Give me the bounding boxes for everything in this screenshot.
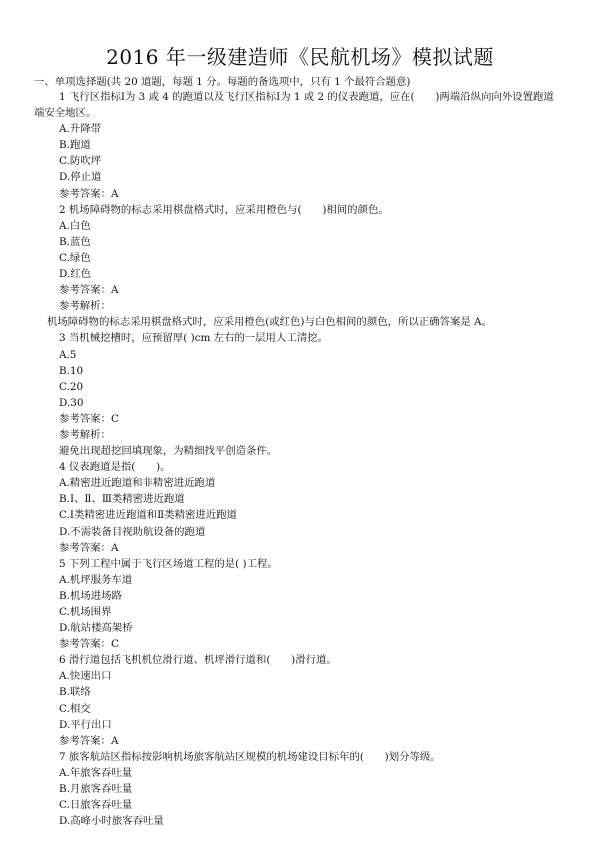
reference-answer: 参考答案：C xyxy=(59,638,119,651)
reference-answer: 参考答案：A xyxy=(59,187,119,200)
option-a: A.升降带 xyxy=(59,123,101,136)
question-2 xyxy=(34,202,566,331)
option-b: B.联络 xyxy=(59,686,91,699)
option-c: C.机场围界 xyxy=(59,606,112,618)
option-c: C.防吹坪 xyxy=(59,155,102,168)
option-d: D.不需装备目视助航设备的跑道 xyxy=(59,525,206,538)
question-stem: 6 滑行道包括飞机机位滑行道、机坪滑行道和( )滑行道。 xyxy=(59,654,337,667)
question-stem: 2 机场障碍物的标志采用棋盘格式时，应采用橙色与( )相间的颜色。 xyxy=(59,203,389,216)
option-b: B.蓝色 xyxy=(59,235,91,248)
option-b: B.Ⅰ、Ⅱ、Ⅲ类精密进近跑道 xyxy=(59,493,185,506)
question-1 xyxy=(34,89,566,202)
reference-answer: 参考答案：C xyxy=(59,412,119,425)
question-7 xyxy=(34,749,566,829)
analysis-text: 机场障碍物的标志采用棋盘格式时，应采用橙色(或红色)与白色相间的颜色，所以正确答案是 A。 xyxy=(47,316,492,329)
question-stem: 4 仪表跑道是指( )。 xyxy=(59,461,171,474)
section-header: 一、单项选择题(共 20 道题，每题 1 分。每题的备选项中，只有 1 个最符合题意) xyxy=(34,76,411,88)
option-d: D.平行出口 xyxy=(59,718,112,731)
option-d: D.30 xyxy=(59,396,84,409)
option-b: B.10 xyxy=(59,364,84,377)
option-a: A.白色 xyxy=(59,219,91,232)
option-d: D.航站楼高架桥 xyxy=(59,622,133,635)
question-stem: 3 当机械挖槽时，应预留厚( )cm 左右的一层用人工清挖。 xyxy=(59,332,328,345)
question-4 xyxy=(34,459,566,556)
page-title: 2016 年一级建造师《民航机场》模拟试题 xyxy=(106,45,494,69)
question-stem: 7 旅客航站区指标按影响机场旅客航站区规模的机场建设目标年的( )划分等级。 xyxy=(59,750,441,763)
analysis-text: 避免出现超挖回填现象，为精细找平创造条件。 xyxy=(59,445,278,458)
option-c: C.日旅客吞吐量 xyxy=(59,799,133,812)
option-b: B.跑道 xyxy=(59,139,91,152)
question-3 xyxy=(34,330,566,459)
question-6 xyxy=(34,652,566,749)
option-d: D.高峰小时旅客吞吐量 xyxy=(59,815,164,828)
analysis-label: 参考解析： xyxy=(59,428,111,441)
option-a: A.5 xyxy=(59,348,77,361)
question-5 xyxy=(34,556,566,653)
question-stem-continued: 端安全地区。 xyxy=(34,107,97,120)
option-c: C.20 xyxy=(59,380,84,393)
option-a: A.机坪服务车道 xyxy=(59,573,133,586)
reference-answer: 参考答案：A xyxy=(59,734,119,747)
option-a: A.精密进近跑道和非精密进近跑道 xyxy=(59,477,216,490)
option-a: A.年旅客吞吐量 xyxy=(59,766,133,779)
option-c: C.绿色 xyxy=(59,251,91,264)
option-b: B.月旅客吞吐量 xyxy=(59,783,133,796)
reference-answer: 参考答案：A xyxy=(59,284,119,297)
question-stem: 5 下列工程中属于飞行区场道工程的是( )工程。 xyxy=(59,557,278,570)
reference-answer: 参考答案：A xyxy=(59,541,119,554)
option-c: C.相交 xyxy=(59,702,91,715)
question-stem: 1 飞行区指标Ⅰ为 3 或 4 的跑道以及飞行区指标Ⅰ为 1 或 2 的仪表跑道，应在( )两端沿纵向向外设置跑道 xyxy=(59,91,554,103)
option-d: D.红色 xyxy=(59,268,92,281)
option-c: C.Ⅰ类精密进近跑道和Ⅱ类精密进近跑道 xyxy=(59,509,237,522)
option-d: D.停止道 xyxy=(59,171,102,184)
option-b: B.机场进场路 xyxy=(59,589,122,602)
analysis-label: 参考解析： xyxy=(59,300,111,313)
option-a: A.快速出口 xyxy=(59,670,112,683)
